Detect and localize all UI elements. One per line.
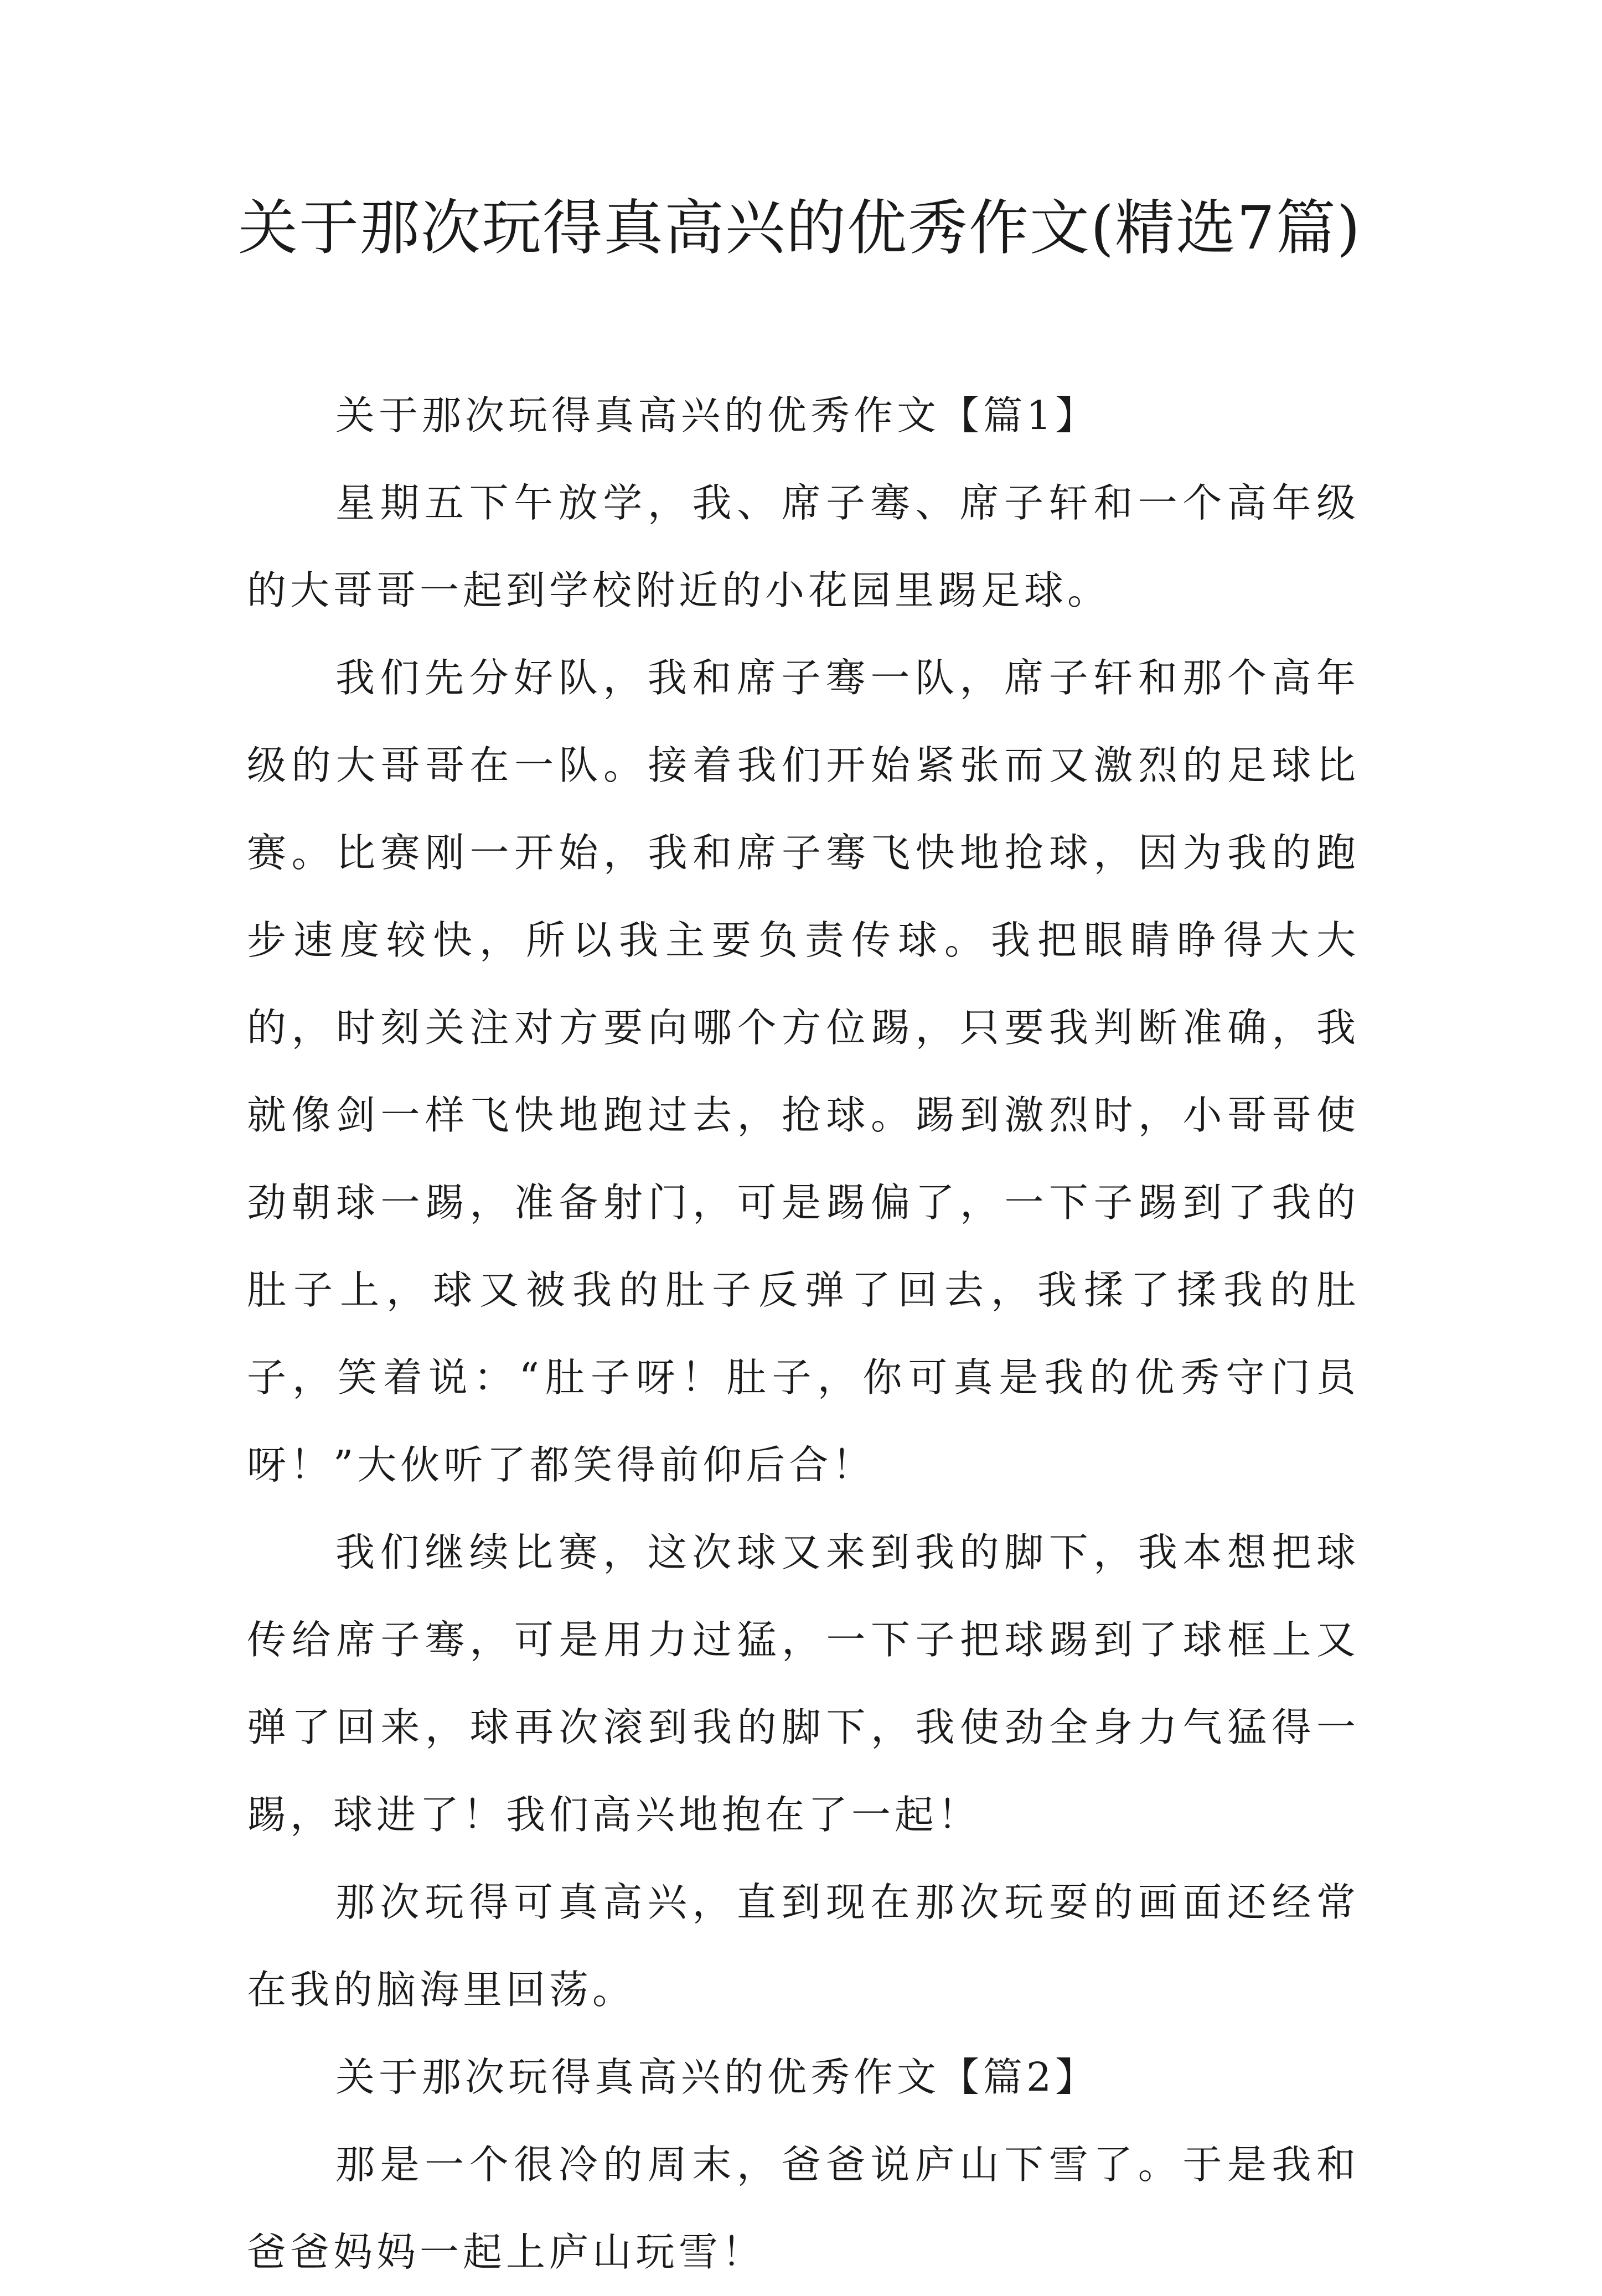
paragraph: 我们先分好队，我和席子骞一队，席子轩和那个高年级的大哥哥在一队。接着我们开始紧张而又激烈的足球比赛。比赛刚一开始，我和席子骞飞快地抢球，因为我的跑步速度较快，所以我主要负责传球。我把眼睛睁得大大的，时刻关注对方要向哪个方位踢，只要我判断准确，我就像剑一样飞快地跑过去，抢球。踢到激烈时，小哥哥使劲朝球一踢，准备射门，可是踢偏了，一下子踢到了我的肚子上，球又被我的肚子反弹了回去，我揉了揉我的肚子，笑着说：“肚子呀！肚子，你可真是我的优秀守门员呀！”大伙听了都笑得前仰后合！ <box>247 655 1360 1488</box>
section-heading-2: 关于那次玩得真高兴的优秀作文【篇2】 <box>335 2054 1099 2100</box>
paragraph: 我们继续比赛，这次球又来到我的脚下，我本想把球传给席子骞，可是用力过猛，一下子把球踢到了球框上又弹了回来，球再次滚到我的脚下，我使劲全身力气猛得一踢，球进了！我们高兴地抱在了一起！ <box>247 1529 1360 1838</box>
paragraph: 那次玩得可真高兴，直到现在那次玩耍的画面还经常在我的脑海里回荡。 <box>247 1879 1360 2013</box>
document-title: 关于那次玩得真高兴的优秀作文(精选7篇) <box>238 194 1361 263</box>
paragraph: 那是一个很冷的周末，爸爸说庐山下雪了。于是我和爸爸妈妈一起上庐山玩雪！ <box>247 2142 1360 2275</box>
paragraph: 星期五下午放学，我、席子骞、席子轩和一个高年级的大哥哥一起到学校附近的小花园里踢足球。 <box>247 480 1360 613</box>
section-heading-1: 关于那次玩得真高兴的优秀作文【篇1】 <box>335 392 1099 438</box>
document-body <box>247 372 1360 2296</box>
